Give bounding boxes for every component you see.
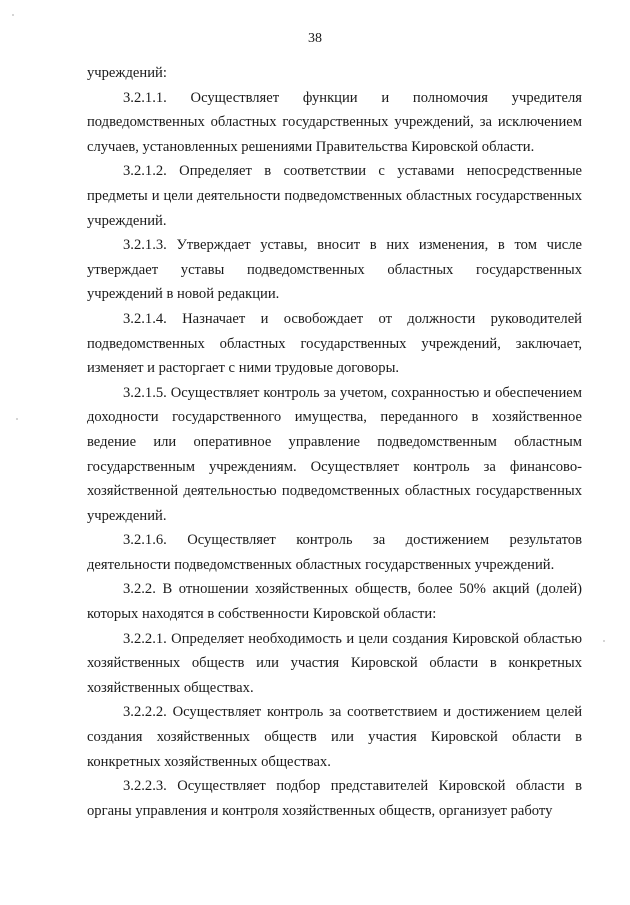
paragraph-3-2-1-4: 3.2.1.4. Назначает и освобождает от должности руководителей подведомственных областных государственных учреждений, заключает, изменяет и расторгает с ними трудовые договоры. [87, 310, 582, 377]
scan-speck [16, 418, 18, 420]
paragraph-3-2-2-1: 3.2.2.1. Определяет необходимость и цели создания Кировской областью хозяйственных обществ или участия Кировской области в конкретных хозяйственных обществах. [87, 630, 582, 696]
page-number: 38 [308, 31, 322, 46]
paragraph-3-2-1-5: 3.2.1.5. Осуществляет контроль за учетом, сохранностью и обеспечением доходности государственного имущества, переданного в хозяйственное ведение или оперативное управление подведомственным областным государственным учреждениям. Осуществляет контроль за финансово-хозяйственной деятельностью подведомственных областных государственных учреждений. [87, 384, 582, 524]
paragraph-continuation: учреждений: [87, 65, 167, 81]
paragraph-3-2-2: 3.2.2. В отношении хозяйственных обществ, более 50% акций (долей) которых находятся в собственности Кировской области: [87, 581, 582, 623]
paragraph-3-2-1-2: 3.2.1.2. Определяет в соответствии с уставами непосредственные предметы и цели деятельности подведомственных областных государственных учреждений. [87, 163, 582, 229]
document-body [87, 61, 582, 823]
paragraph-3-2-2-3: 3.2.2.3. Осуществляет подбор представителей Кировской области в органы управления и контроля хозяйственных обществ, организует работу [87, 778, 582, 819]
paragraph-3-2-2-2: 3.2.2.2. Осуществляет контроль за соответствием и достижением целей создания хозяйственных обществ или участия Кировской области в конкретных хозяйственных обществах. [87, 704, 582, 770]
paragraph-3-2-1-1: 3.2.1.1. Осуществляет функции и полномочия учредителя подведомственных областных государственных учреждений, за исключением случаев, установленных решениями Правительства Кировской области. [87, 89, 582, 155]
scan-speck [603, 640, 605, 642]
paragraph-3-2-1-3: 3.2.1.3. Утверждает уставы, вносит в них изменения, в том числе утверждает уставы подведомственных областных государственных учреждений в новой редакции. [87, 237, 582, 303]
scan-speck [12, 14, 14, 16]
paragraph-3-2-1-6: 3.2.1.6. Осуществляет контроль за достижением результатов деятельности подведомственных областных государственных учреждений. [87, 532, 582, 573]
